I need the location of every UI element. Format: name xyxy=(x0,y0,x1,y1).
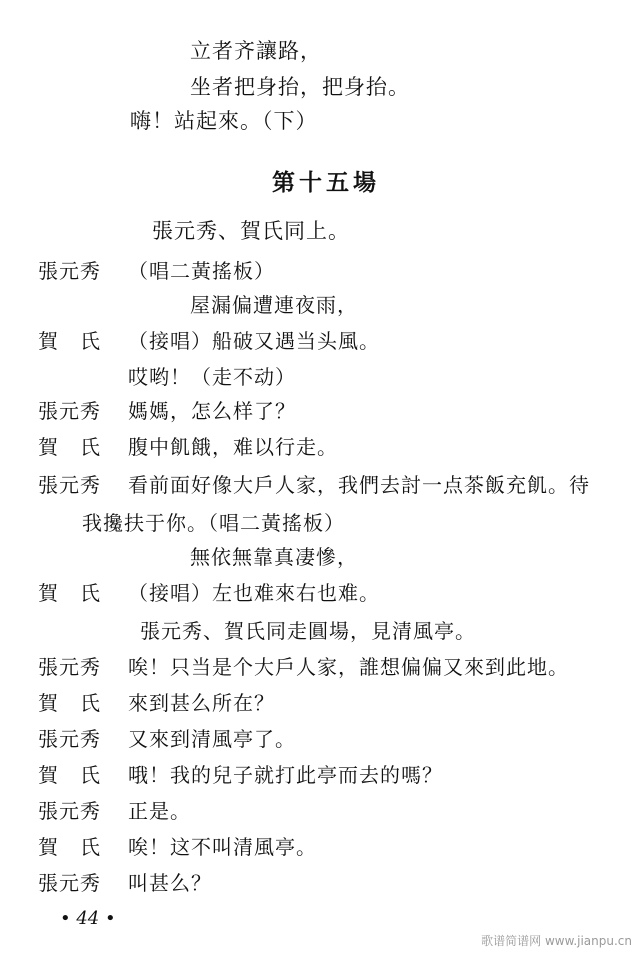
speaker-name: 張元秀 xyxy=(38,399,101,423)
speech-text: 唉！只当是个大戶人家，誰想偏偏又來到此地。 xyxy=(128,655,569,679)
speaker-name: 賀 氏 xyxy=(38,329,101,353)
speech-text: 又來到清風亭了。 xyxy=(128,727,296,751)
verse-line-1: 立者齐讓路， xyxy=(190,39,322,63)
speech-text: （唱二黃搖板） xyxy=(128,259,275,283)
page-number: • 44 • xyxy=(60,908,116,929)
speech-text: 唉！这不叫清風亭。 xyxy=(128,835,317,859)
speech-text: 無依無靠真凄慘， xyxy=(190,545,358,569)
speech-text: 媽媽，怎么样了？ xyxy=(128,399,296,423)
speaker-name: 張元秀 xyxy=(38,799,101,823)
speech-text: 我攙扶于你。（唱二黃搖板） xyxy=(82,511,345,535)
scene-title: 第十五場 xyxy=(272,170,380,196)
speech-text: 腹中飢餓，难以行走。 xyxy=(128,435,338,459)
speech-text: 哦！我的兒子就打此亭而去的嗎？ xyxy=(128,763,443,787)
speech-text: （接唱）船破又遇当头風。 xyxy=(128,329,380,353)
speaker-name: 賀 氏 xyxy=(38,835,101,859)
stage-direction-enter: 張元秀、賀氏同上。 xyxy=(152,219,350,243)
speaker-name: 張元秀 xyxy=(38,655,101,679)
speaker-name: 張元秀 xyxy=(38,473,101,497)
watermark: 歌谱简谱网 www.jianpu.cn xyxy=(481,934,632,948)
speaker-name: 賀 氏 xyxy=(38,691,101,715)
speaker-name: 張元秀 xyxy=(38,727,101,751)
speech-text: 屋漏偏遭連夜雨， xyxy=(190,293,358,317)
speech-text: 哎哟！（走不动） xyxy=(128,365,296,389)
speech-text: 看前面好像大戶人家，我們去討一点茶飯充飢。待 xyxy=(128,473,590,497)
verse-line-3: 嗨！站起來。（下） xyxy=(130,109,318,133)
speaker-name: 賀 氏 xyxy=(38,763,101,787)
speaker-name: 張元秀 xyxy=(38,259,101,283)
speech-text: 正是。 xyxy=(128,799,191,823)
speaker-name: 賀 氏 xyxy=(38,581,101,605)
speech-text: 叫甚么？ xyxy=(128,871,212,895)
speaker-name: 賀 氏 xyxy=(38,435,101,459)
stage-direction-walk: 張元秀、賀氏同走圓場，見清風亭。 xyxy=(140,619,476,643)
verse-line-2: 坐者把身抬，把身抬。 xyxy=(190,75,410,99)
speech-text: 來到甚么所在？ xyxy=(128,691,275,715)
speech-text: （接唱）左也难來右也难。 xyxy=(128,581,380,605)
speaker-name: 張元秀 xyxy=(38,871,101,895)
